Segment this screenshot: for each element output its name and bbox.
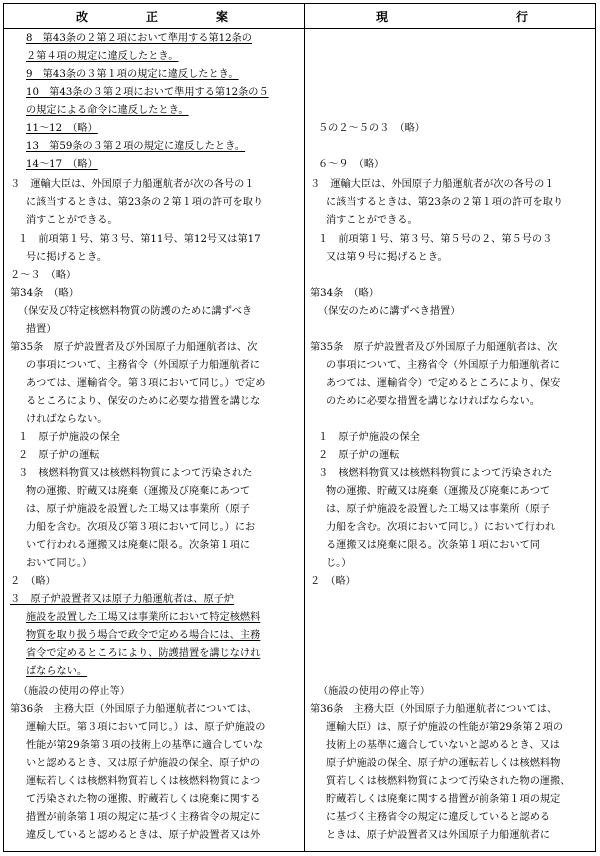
revised-line: 11～12 （略） — [26, 123, 98, 134]
revised-line: ２～３ （略） — [10, 270, 77, 281]
revised-line: ２第４項の規定に違反したとき。 — [26, 51, 179, 62]
revised-line: 省令で定めるところにより、防護措置を講じなけれ — [26, 648, 261, 659]
current-line: ときは、原子炉設置者又は外国原子力船運航者に — [326, 830, 551, 841]
current-line: １ 原子炉施設の保全 — [318, 432, 420, 443]
revised-line: １ 原子炉施設の保全 — [18, 432, 120, 443]
revised-line: 9 第43条の３第１項の規定に違反したとき。 — [26, 69, 239, 80]
current-line: ３ 運輸大臣は、外国原子力船運航者が次の各号の１ — [310, 179, 555, 190]
revised-line: 第34条 （略） — [10, 288, 79, 299]
current-line: 消すことができる。 — [326, 215, 418, 226]
current-line: の事項について、主務省令（外国原子力船運航者に — [326, 360, 560, 371]
current-line: のために必要な措置を講じなければならない。 — [326, 396, 540, 407]
column-divider — [304, 4, 305, 851]
revised-line: 力船を含む。次項及び第３項において同じ。）にお — [26, 522, 256, 533]
revised-line: ければならない。 — [26, 414, 108, 425]
current-line: ６～９ （略） — [318, 159, 385, 170]
header-rule — [4, 28, 595, 29]
current-line: 力船を含む。次項において同じ。）において行われ — [326, 522, 556, 533]
current-line: る運搬又は廃棄に限る。次条第１項において同 — [326, 540, 540, 551]
revised-line: 措置が前条第１項の規定に基づく主務省令の規定に — [26, 812, 261, 823]
current-line: 貯蔵若しくは廃棄に関する措置が前条第１項の規定 — [326, 794, 561, 805]
revised-line: 消すことができる。 — [26, 215, 118, 226]
current-line: ５の２～５の３ （略） — [318, 123, 425, 134]
revised-line: ３ 原子炉設置者又は原子力船運航者は、原子炉 — [10, 594, 235, 605]
revised-line: （施設の使用の停止等） — [18, 686, 131, 697]
current-line: ２ 原子炉の運転 — [318, 450, 400, 461]
current-line: あつては、運輸省令）で定めるところにより、保安 — [326, 378, 561, 389]
current-line: 質若しくは核燃料物質によつて汚染された物の運搬、 — [326, 776, 571, 787]
revised-line: ３ 核燃料物質又は核燃料物質によつて汚染された — [18, 468, 253, 479]
revised-line: に該当するときは、第23条の２第１項の許可を取り — [26, 197, 264, 208]
revised-line: 号に掲げるとき。 — [26, 252, 108, 263]
revised-line: の事項について、主務省令（外国原子力船運航者に — [26, 360, 260, 371]
revised-line: （保安及び特定核燃料物質の防護のために講ずべき — [18, 306, 253, 317]
revised-line: いて行われる運搬又は廃棄に限る。次条第１項に — [26, 540, 251, 551]
current-line: （保安のために講ずべき措置） — [318, 306, 461, 317]
header-revised-char-1: 改 — [76, 10, 89, 24]
header-revised-char-2: 正 — [146, 10, 159, 24]
revised-line: ばならない。 — [26, 666, 88, 677]
revised-line: 14～17 （略） — [26, 159, 98, 170]
revised-line: 第36条 主務大臣（外国原子力船運航者については、 — [10, 704, 258, 715]
current-line: 原子炉施設の保全、原子炉の運転若しくは核燃料物 — [326, 758, 561, 769]
revised-line: の規定による命令に違反したとき。 — [26, 105, 189, 116]
revised-line: て汚染された物の運搬、貯蔵若しくは廃棄に関する — [26, 794, 261, 805]
current-line: ３ 核燃料物質又は核燃料物質によつて汚染された — [318, 468, 553, 479]
revised-line: おいて同じ。） — [26, 558, 93, 569]
revised-line: 運転若しくは核燃料物質若しくは核燃料物質によつ — [26, 776, 261, 787]
current-line: 技術上の基準に適合していないと認めるとき、又は — [326, 740, 560, 751]
current-line: は、原子炉施設を設置した工場又は事業所（原子 — [326, 504, 551, 515]
revised-line: １ 前項第１号、第３号、第11号、第12号又は第17 — [18, 234, 261, 245]
revised-line: 措置） — [26, 324, 57, 335]
revised-line: 物質を取り扱う場合で政令で定める場合には、主務 — [26, 630, 261, 641]
current-line: に該当するときは、第23条の２第１項の許可を取り — [326, 197, 564, 208]
revised-line: るところにより、保安のために必要な措置を講じな — [26, 396, 261, 407]
current-line: に基づく主務省令の規定に違反していると認める — [326, 812, 551, 823]
current-line: ２ （略） — [310, 576, 356, 587]
current-line: 又は第９号に掲げるとき。 — [326, 252, 448, 263]
revised-line: 物の運搬、貯蔵又は廃棄（運搬及び廃棄にあつて — [26, 486, 251, 497]
header-current-char-2: 行 — [516, 10, 529, 24]
revised-line: ２ 原子炉の運転 — [18, 450, 100, 461]
comparison-table — [3, 3, 596, 852]
current-line: （施設の使用の停止等） — [318, 686, 431, 697]
revised-line: 施設を設置した工場又は事業所において特定核燃料 — [26, 612, 261, 623]
revised-line: いと認めるとき、又は原子炉施設の保全、原子炉の — [26, 758, 260, 769]
revised-line: ３ 運輸大臣は、外国原子力船運航者が次の各号の１ — [10, 179, 255, 190]
header-revised-char-3: 案 — [216, 10, 229, 24]
revised-line: 第35条 原子炉設置者及び外国原子力船運航者は、次 — [10, 342, 258, 353]
revised-line: ２ （略） — [10, 576, 56, 587]
revised-line: 運輸大臣。第３項において同じ。）は、原子炉施設の — [26, 722, 266, 733]
current-line: 第34条 （略） — [310, 288, 379, 299]
revised-line: 違反していると認めるときは、原子炉設置者又は外 — [26, 830, 261, 841]
current-line: 第36条 主務大臣（外国原子力船運航者については、 — [310, 704, 558, 715]
revised-line: 8 第43条の２第２項において準用する第12条の — [26, 33, 252, 44]
header-current-char-1: 現 — [376, 10, 389, 24]
current-line: じ。） — [326, 558, 352, 569]
revised-line: 性能が第29条第３項の技術上の基準に適合していな — [26, 740, 264, 751]
current-line: １ 前項第１号、第３号、第５号の２、第５号の３ — [318, 234, 553, 245]
revised-line: あつては、運輸省令。第３項において同じ。）で定め — [26, 378, 266, 389]
current-line: 物の運搬、貯蔵又は廃棄（運搬及び廃棄にあつて — [326, 486, 551, 497]
current-line: 運輸大臣）は、原子炉施設の性能が第29条第２項の — [326, 722, 564, 733]
revised-line: 10 第43条の３第２項において準用する第12条の５ — [26, 87, 269, 98]
revised-line: 13 第59条の３第２項の規定に違反したとき。 — [26, 141, 246, 152]
current-line: 第35条 原子炉設置者及び外国原子力船運航者は、次 — [310, 342, 558, 353]
revised-line: は、原子炉施設を設置した工場又は事業所（原子 — [26, 504, 251, 515]
